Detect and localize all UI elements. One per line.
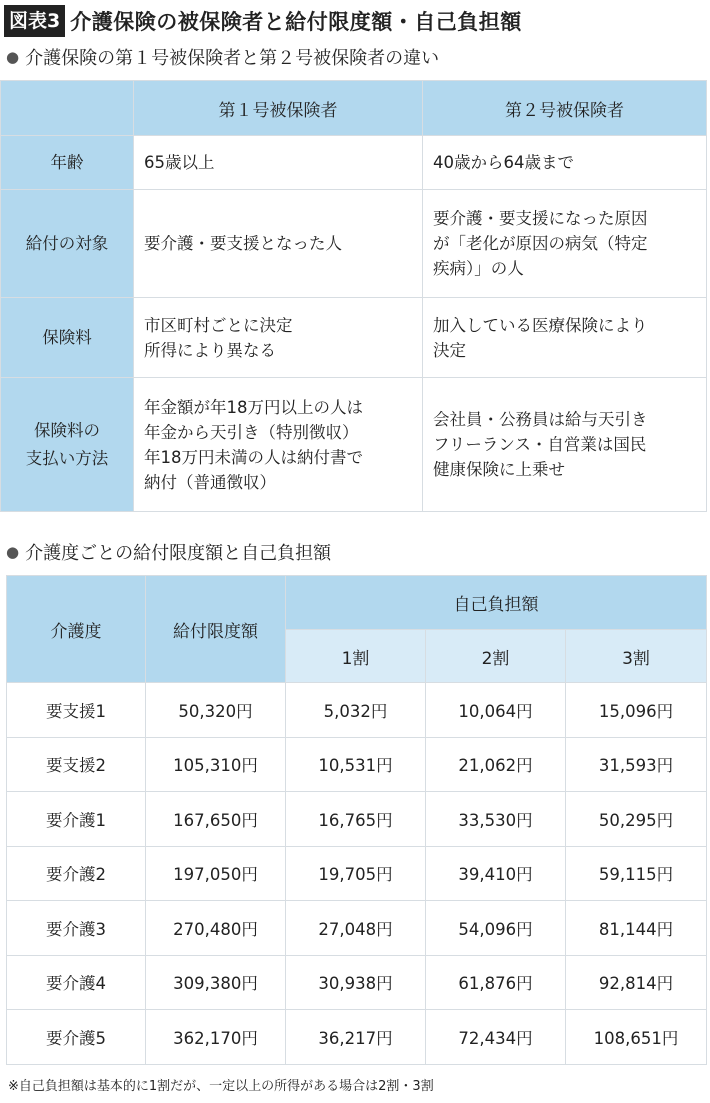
- cell-line: が「老化が原因の病気（特定: [433, 234, 648, 253]
- cell-line: 健康保険に上乗せ: [433, 460, 565, 479]
- cell-line: 年18万円未満の人は納付書で: [144, 447, 363, 467]
- amount-cell: 36,217円: [286, 1010, 426, 1065]
- footnote: ※自己負担額は基本的に1割だが、一定以上の所得がある場合は2割・3割: [8, 1079, 434, 1094]
- table-cell: [423, 378, 707, 512]
- amount-cell: 16,765円: [286, 792, 426, 847]
- table-cell: [134, 298, 423, 378]
- row-label-line: 保険料の: [34, 420, 100, 440]
- header-self-burden: 自己負担額: [286, 576, 707, 630]
- table-row: [7, 737, 707, 792]
- table-cell: [423, 136, 707, 190]
- row-label-line: 支払い方法: [25, 448, 109, 468]
- row-label: [1, 136, 134, 190]
- table-cell: [134, 378, 423, 512]
- cell-line: 納付（普通徴収）: [144, 472, 276, 492]
- table-cell: [134, 136, 423, 190]
- care-level-cell: 要介護5: [7, 1010, 146, 1065]
- cell-line: 要介護・要支援となった人: [144, 234, 342, 253]
- section1-heading: [6, 44, 439, 70]
- table1-row-premium: [1, 298, 707, 378]
- amount-cell: 21,062円: [426, 737, 566, 792]
- table1-row-payment-method: [1, 378, 707, 512]
- amount-cell: 309,380円: [146, 955, 286, 1010]
- figure-number-badge: 図表3: [4, 5, 65, 37]
- amount-cell: 50,320円: [146, 683, 286, 738]
- table1-row-age: [1, 136, 707, 190]
- cell-line: 要介護・要支援になった原因: [433, 209, 648, 228]
- cell-line: 決定: [433, 340, 466, 360]
- amount-cell: 92,814円: [566, 955, 707, 1010]
- cell-line: 疾病）」の人: [433, 259, 524, 278]
- table2-header-row: [7, 576, 707, 630]
- cell-line: 加入している医療保険により: [433, 315, 648, 335]
- table1-header-row: [1, 81, 707, 136]
- amount-cell: 197,050円: [146, 846, 286, 901]
- cell-line: 40歳から64歳まで: [433, 153, 574, 172]
- figure-title-text: 介護保険の被保険者と給付限度額・自己負担額: [70, 10, 522, 34]
- amount-cell: 31,593円: [566, 737, 707, 792]
- amount-cell: 108,651円: [566, 1010, 707, 1065]
- row-label: [1, 190, 134, 298]
- amount-cell: 39,410円: [426, 846, 566, 901]
- cell-line: 年金から天引き（特別徴収）: [144, 422, 359, 442]
- amount-cell: 81,144円: [566, 901, 707, 956]
- amount-cell: 105,310円: [146, 737, 286, 792]
- amount-cell: 5,032円: [286, 683, 426, 738]
- amount-cell: 61,876円: [426, 955, 566, 1010]
- cell-line: フリーランス・自営業は国民: [433, 435, 647, 454]
- amount-cell: 167,650円: [146, 792, 286, 847]
- row-label: [1, 378, 134, 512]
- row-label: [1, 298, 134, 378]
- table1-row-benefit-target: [1, 190, 707, 298]
- cell-line: 所得により異なる: [144, 340, 276, 360]
- row-label-line: 保険料: [42, 327, 92, 347]
- figure-title: [4, 3, 522, 39]
- amount-cell: 10,531円: [286, 737, 426, 792]
- header-10pct: 1割: [286, 630, 426, 683]
- table-cell: [134, 190, 423, 298]
- row-label-line: 給付の対象: [25, 233, 109, 253]
- care-level-cell: 要支援2: [7, 737, 146, 792]
- amount-cell: 72,434円: [426, 1010, 566, 1065]
- table-row: [7, 683, 707, 738]
- amount-cell: 50,295円: [566, 792, 707, 847]
- amount-cell: 19,705円: [286, 846, 426, 901]
- table-row: [7, 901, 707, 956]
- bullet-icon: ●: [6, 543, 20, 561]
- section1-heading-text: 介護保険の第１号被保険者と第２号被保険者の違い: [25, 48, 440, 69]
- care-level-cell: 要介護1: [7, 792, 146, 847]
- section2-heading: [6, 539, 331, 565]
- table-row: [7, 1010, 707, 1065]
- care-level-cell: 要介護4: [7, 955, 146, 1010]
- header-benefit-limit: 給付限度額: [146, 576, 286, 683]
- table-row: [7, 846, 707, 901]
- table1-header-blank: [1, 81, 134, 136]
- care-level-cell: 要支援1: [7, 683, 146, 738]
- cell-line: 会社員・公務員は給与天引き: [433, 410, 648, 429]
- care-level-cost-table: [6, 575, 707, 1065]
- care-level-cell: 要介護2: [7, 846, 146, 901]
- table2-body: [7, 683, 707, 1065]
- table-row: [7, 955, 707, 1010]
- amount-cell: 30,938円: [286, 955, 426, 1010]
- table-cell: [423, 190, 707, 298]
- header-care-level: 介護度: [7, 576, 146, 683]
- amount-cell: 15,096円: [566, 683, 707, 738]
- header-30pct: 3割: [566, 630, 707, 683]
- amount-cell: 270,480円: [146, 901, 286, 956]
- table-cell: [423, 298, 707, 378]
- table-row: [7, 792, 707, 847]
- amount-cell: 27,048円: [286, 901, 426, 956]
- cell-line: 市区町村ごとに決定: [144, 315, 293, 335]
- table1-header-col1: 第１号被保険者: [134, 81, 423, 136]
- cell-line: 65歳以上: [144, 153, 215, 172]
- table1-header-col2: 第２号被保険者: [423, 81, 707, 136]
- amount-cell: 54,096円: [426, 901, 566, 956]
- header-20pct: 2割: [426, 630, 566, 683]
- row-label-line: 年齢: [50, 152, 84, 172]
- bullet-icon: ●: [6, 48, 20, 66]
- insured-comparison-table: [0, 80, 707, 512]
- section2-heading-text: 介護度ごとの給付限度額と自己負担額: [25, 543, 332, 564]
- amount-cell: 10,064円: [426, 683, 566, 738]
- care-level-cell: 要介護3: [7, 901, 146, 956]
- cell-line: 年金額が年18万円以上の人は: [144, 397, 363, 417]
- amount-cell: 33,530円: [426, 792, 566, 847]
- amount-cell: 59,115円: [566, 846, 707, 901]
- amount-cell: 362,170円: [146, 1010, 286, 1065]
